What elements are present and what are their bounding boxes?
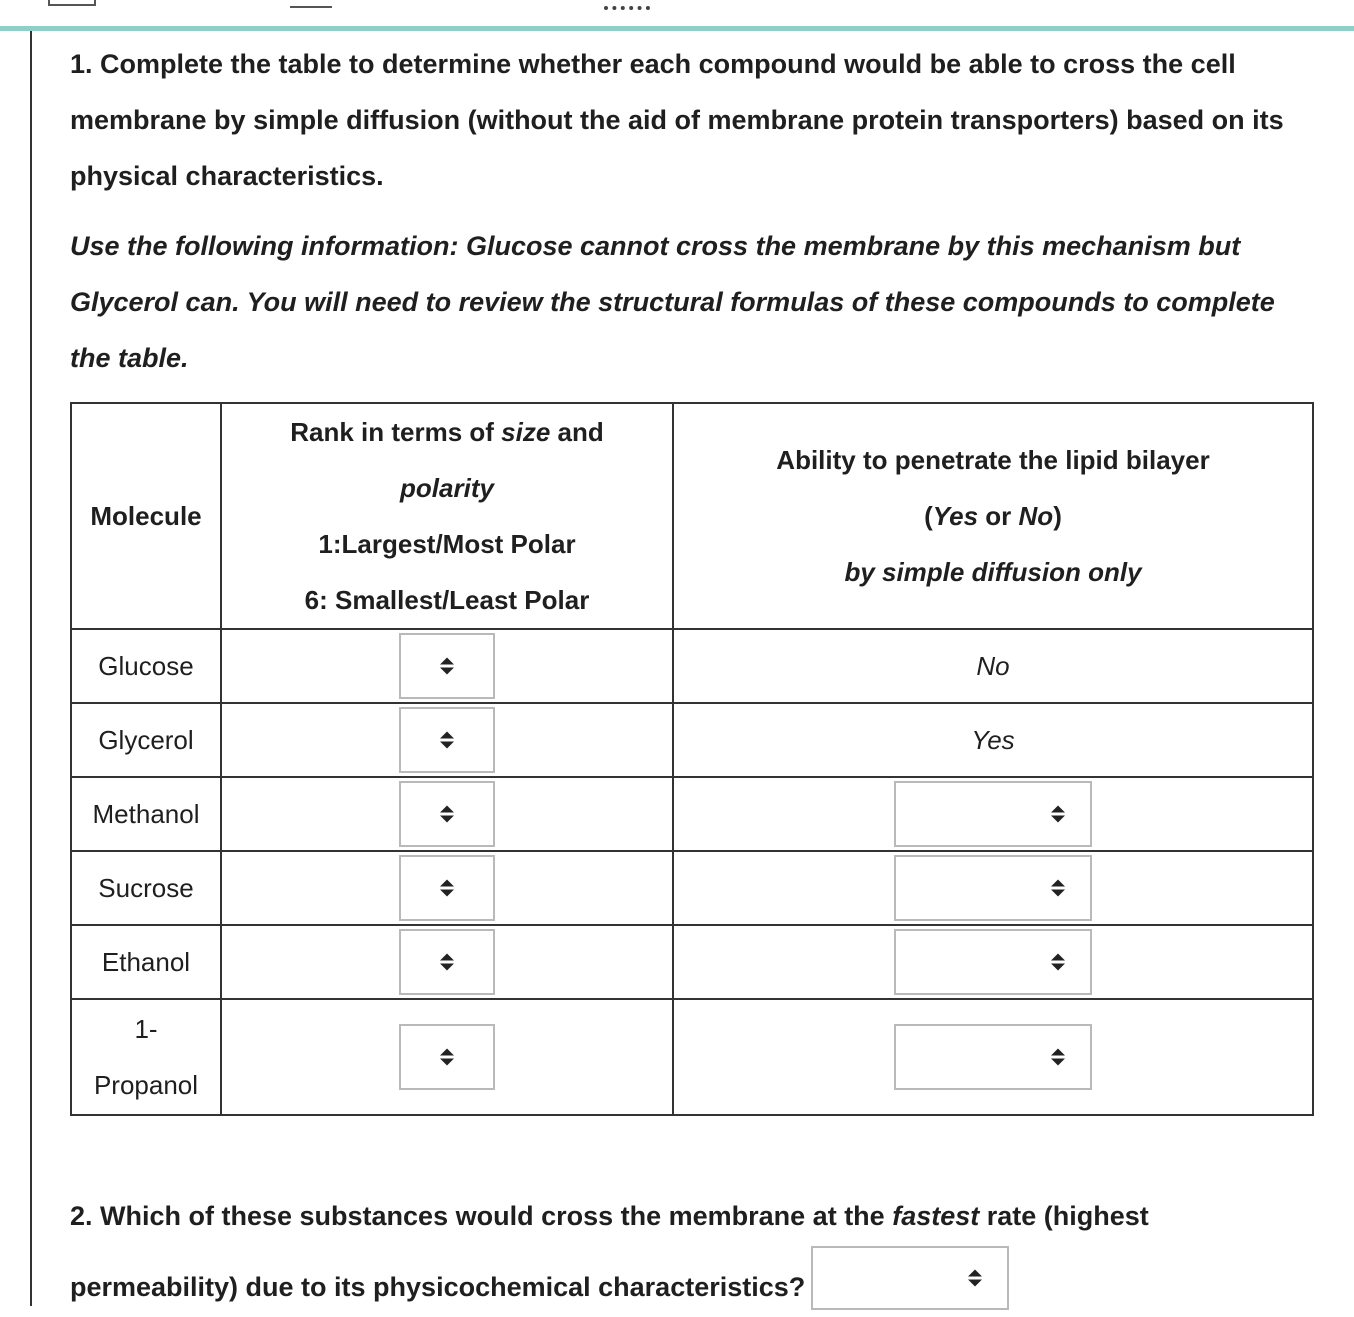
ability-cell — [673, 777, 1313, 851]
select-arrows-icon — [1048, 806, 1068, 823]
select-arrows-icon — [401, 954, 493, 971]
header-rank-polarity: polarity — [400, 473, 494, 503]
table-row — [71, 851, 1313, 925]
select-arrows-icon — [965, 1270, 985, 1287]
select-arrows-icon — [401, 880, 493, 897]
rank-cell — [221, 777, 673, 851]
question-2-text: 2. Which of these substances would cross the membrane at the — [70, 1201, 893, 1231]
question-1-note: Use the following information: Glucose cannot cross the membrane by this mechanism but Glycerol can. You will need to review the structural formulas of these compounds to complete the table. — [70, 231, 1275, 373]
select-arrows-icon — [401, 806, 493, 823]
select-arrows-icon — [401, 658, 493, 675]
header-rank-line2 — [222, 460, 672, 516]
toolbar-icon-fragment — [290, 0, 332, 8]
molecule-sucrose: Sucrose — [71, 851, 221, 925]
molecule-glucose: Glucose — [71, 629, 221, 703]
ability-cell — [673, 851, 1313, 925]
molecule-1-propanol-line1: 1- — [134, 1014, 158, 1044]
header-rank-line4: 6: Smallest/Least Polar — [304, 585, 590, 615]
toolbar-icon-fragment — [48, 0, 96, 6]
rank-cell — [221, 851, 673, 925]
ability-cell — [673, 999, 1313, 1115]
molecule-ethanol: Ethanol — [71, 925, 221, 999]
select-arrows-icon — [1048, 1049, 1068, 1066]
header-ability-line2 — [674, 488, 1312, 544]
molecule-1-propanol-line2: Propanol — [93, 1070, 199, 1100]
select-arrows-icon — [1048, 954, 1068, 971]
table-row — [71, 999, 1313, 1115]
top-toolbar-fragment — [0, 0, 1354, 28]
select-arrows-icon — [401, 732, 493, 749]
fastest-substance-select[interactable] — [811, 1246, 1009, 1310]
ability-select-methanol[interactable] — [894, 781, 1092, 847]
rank-select-1-propanol[interactable] — [399, 1024, 495, 1090]
header-paren: ) — [1053, 501, 1062, 531]
ability-glucose: No — [673, 629, 1313, 703]
header-rank-and: and — [550, 417, 604, 447]
header-rank — [221, 403, 673, 629]
ability-cell — [673, 925, 1313, 999]
table-row — [71, 777, 1313, 851]
ability-select-ethanol[interactable] — [894, 929, 1092, 995]
table-row — [71, 703, 1313, 777]
header-ability-note: by simple diffusion only — [844, 557, 1142, 587]
header-molecule: Molecule — [71, 403, 221, 629]
rank-select-sucrose[interactable] — [399, 855, 495, 921]
table-row — [71, 925, 1313, 999]
question-2 — [70, 1186, 1320, 1317]
rank-cell — [221, 925, 673, 999]
rank-select-glucose[interactable] — [399, 633, 495, 699]
question-1-text: 1. Complete the table to determine whether each compound would be able to cross the cell membrane by simple diffusion (without the aid of membrane protein transporters) based on its physical characteristics. — [70, 49, 1284, 191]
answer-table — [70, 402, 1314, 1116]
table-header-row — [71, 403, 1313, 629]
header-rank-size: size — [501, 417, 551, 447]
question-1 — [70, 36, 1314, 386]
rank-select-glycerol[interactable] — [399, 707, 495, 773]
header-rank-text: Rank in terms of — [290, 417, 502, 447]
header-or: or — [978, 501, 1019, 531]
rank-cell — [221, 999, 673, 1115]
toolbar-icon-fragment — [604, 0, 650, 10]
rank-cell — [221, 629, 673, 703]
ability-select-1-propanol[interactable] — [894, 1024, 1092, 1090]
rank-cell — [221, 703, 673, 777]
header-rank-line3: 1:Largest/Most Polar — [318, 529, 576, 559]
question-2-text-end: rate (highest permeability) due to its physicochemical characteristics? — [70, 1201, 1149, 1302]
header-rank-line1 — [222, 404, 672, 460]
ability-select-sucrose[interactable] — [894, 855, 1092, 921]
select-arrows-icon — [1048, 880, 1068, 897]
select-arrows-icon — [401, 1049, 493, 1066]
molecule-glycerol: Glycerol — [71, 703, 221, 777]
header-yes: Yes — [932, 501, 979, 531]
header-ability-line1: Ability to penetrate the lipid bilayer — [776, 445, 1210, 475]
rank-select-methanol[interactable] — [399, 781, 495, 847]
header-paren: ( — [924, 501, 933, 531]
header-ability — [673, 403, 1313, 629]
rank-select-ethanol[interactable] — [399, 929, 495, 995]
header-no: No — [1018, 501, 1054, 531]
header-ability-line3 — [674, 544, 1312, 600]
molecule-1-propanol — [71, 999, 221, 1115]
ability-glycerol: Yes — [673, 703, 1313, 777]
table-row — [71, 629, 1313, 703]
question-2-emphasis: fastest — [892, 1201, 980, 1231]
molecule-methanol: Methanol — [71, 777, 221, 851]
